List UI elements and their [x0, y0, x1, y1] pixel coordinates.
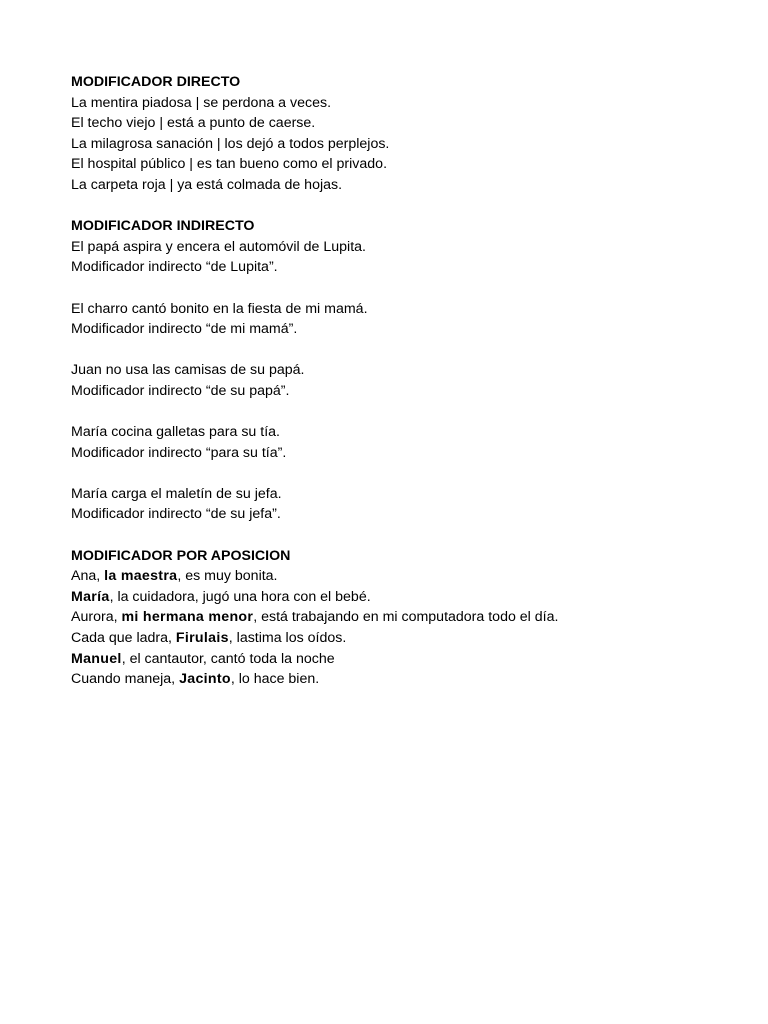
example-line: La carpeta roja | ya está colmada de hojas. [71, 176, 343, 193]
apposition-bold-term: Jacinto [179, 671, 231, 688]
example-block [71, 484, 751, 525]
example-line: El hospital público | es tan bueno como el privado. [71, 156, 388, 173]
example-line: La mentira piadosa | se perdona a veces. [71, 94, 332, 111]
example-note: Modificador indirecto “de Lupita”. [71, 259, 278, 276]
example-note: Modificador indirecto “de su jefa”. [71, 506, 281, 523]
section-heading: MODIFICADOR INDIRECTO [71, 218, 255, 235]
example-sentence: El charro cantó bonito en la fiesta de mi mamá. [71, 300, 368, 317]
section-modificador-aposicion [71, 546, 751, 690]
example-note: Modificador indirecto “de mi mamá”. [71, 321, 298, 338]
apposition-line [71, 607, 751, 628]
apposition-line [71, 566, 751, 587]
apposition-bold-term: la maestra [104, 568, 178, 585]
apposition-text-before: Ana, [71, 568, 105, 585]
apposition-text-after: , es muy bonita. [177, 568, 278, 585]
apposition-text-after: , el cantautor, cantó toda la noche [121, 650, 335, 667]
apposition-line [71, 587, 751, 608]
example-block [71, 360, 751, 401]
apposition-text-after: , la cuidadora, jugó una hora con el bebé. [109, 588, 371, 605]
document-page [71, 72, 751, 710]
example-note: Modificador indirecto “de su papá”. [71, 382, 290, 399]
example-sentence: El papá aspira y encera el automóvil de Lupita. [71, 238, 366, 255]
example-block [71, 237, 751, 278]
apposition-text-after: , lo hace bien. [230, 671, 320, 688]
example-sentence: María cocina galletas para su tía. [71, 424, 280, 441]
apposition-text-before: Cada que ladra, [71, 630, 176, 647]
apposition-bold-term: Manuel [71, 650, 122, 667]
apposition-text-before: Aurora, [71, 609, 122, 626]
apposition-text-before: Cuando maneja, [71, 671, 180, 688]
section-modificador-indirecto [71, 216, 751, 525]
section-heading: MODIFICADOR DIRECTO [71, 74, 241, 90]
apposition-text-after: , está trabajando en mi computadora todo el día. [253, 609, 559, 626]
apposition-text-after: , lastima los oídos. [228, 630, 347, 647]
section-modificador-directo [71, 72, 751, 196]
apposition-bold-term: mi hermana menor [121, 609, 254, 626]
apposition-line [71, 669, 751, 690]
example-line: La milagrosa sanación | los dejó a todos perplejos. [71, 135, 390, 152]
apposition-bold-term: María [71, 588, 110, 605]
apposition-line [71, 628, 751, 649]
section-heading: MODIFICADOR POR APOSICION [71, 547, 291, 564]
example-note: Modificador indirecto “para su tía”. [71, 444, 287, 461]
example-block [71, 299, 751, 340]
apposition-bold-term: Firulais [175, 630, 229, 647]
apposition-line [71, 649, 751, 670]
example-sentence: María carga el maletín de su jefa. [71, 485, 282, 502]
example-block [71, 422, 751, 463]
example-sentence: Juan no usa las camisas de su papá. [71, 362, 305, 379]
example-line: El techo viejo | está a punto de caerse. [71, 115, 316, 132]
